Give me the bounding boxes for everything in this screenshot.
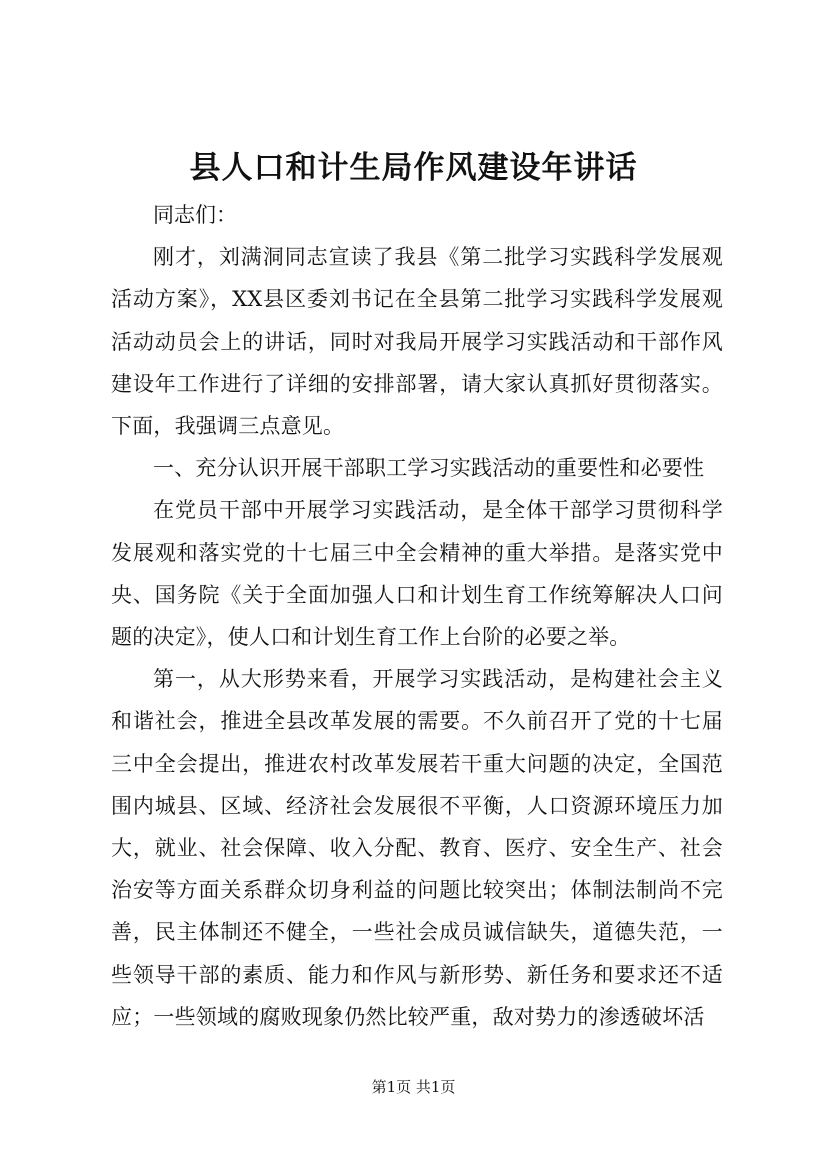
document-body <box>111 194 723 1038</box>
page-number-footer: 第1页 共1页 <box>371 1078 456 1096</box>
paragraph-opening: 刚才，刘满洞同志宣读了我县《第二批学习实践科学发展观活动方案》，XX县区委刘书记在全县第二批学习实践科学发展观活动动员会上的讲话，同时对我局开展学习实践活动和干部作风建设年工作进行了详细的安排部署，请大家认真抓好贯彻落实。下面，我强调三点意见。 <box>111 245 723 439</box>
paragraph-point-1: 第一，从大形势来看，开展学习实践活动，是构建社会主义和谐社会，推进全县改革发展的需要。不久前召开了党的十七届三中全会提出，推进农村改革发展若干重大问题的决定，全国范围内城县、区域、经济社会发展很不平衡，人口资源环境压力加大，就业、社会保障、收入分配、教育、医疗、安全生产、社会治安等方面关系群众切身利益的问题比较突出；体制法制尚不完善，民主体制还不健全，一些社会成员诚信缺失，道德失范，一些领导干部的素质、能力和作风与新形势、新任务和要求还不适应；一些领域的腐败现象仍然比较严重，敌对势力的渗透破坏活 <box>111 667 723 1029</box>
document-title: 县人口和计生局作风建设年讲话 <box>189 150 638 186</box>
section-heading-1: 一、充分认识开展干部职工学习实践活动的重要性和必要性 <box>153 456 705 481</box>
paragraph-section-intro: 在党员干部中开展学习实践活动，是全体干部学习贯彻科学发展观和落实党的十七届三中全会精神的重大举措。是落实党中央、国务院《关于全面加强人口和计划生育工作统筹解决人口问题的决定》，使人口和计划生育工作上台阶的必要之举。 <box>111 498 723 650</box>
salutation: 同志们： <box>153 203 237 227</box>
